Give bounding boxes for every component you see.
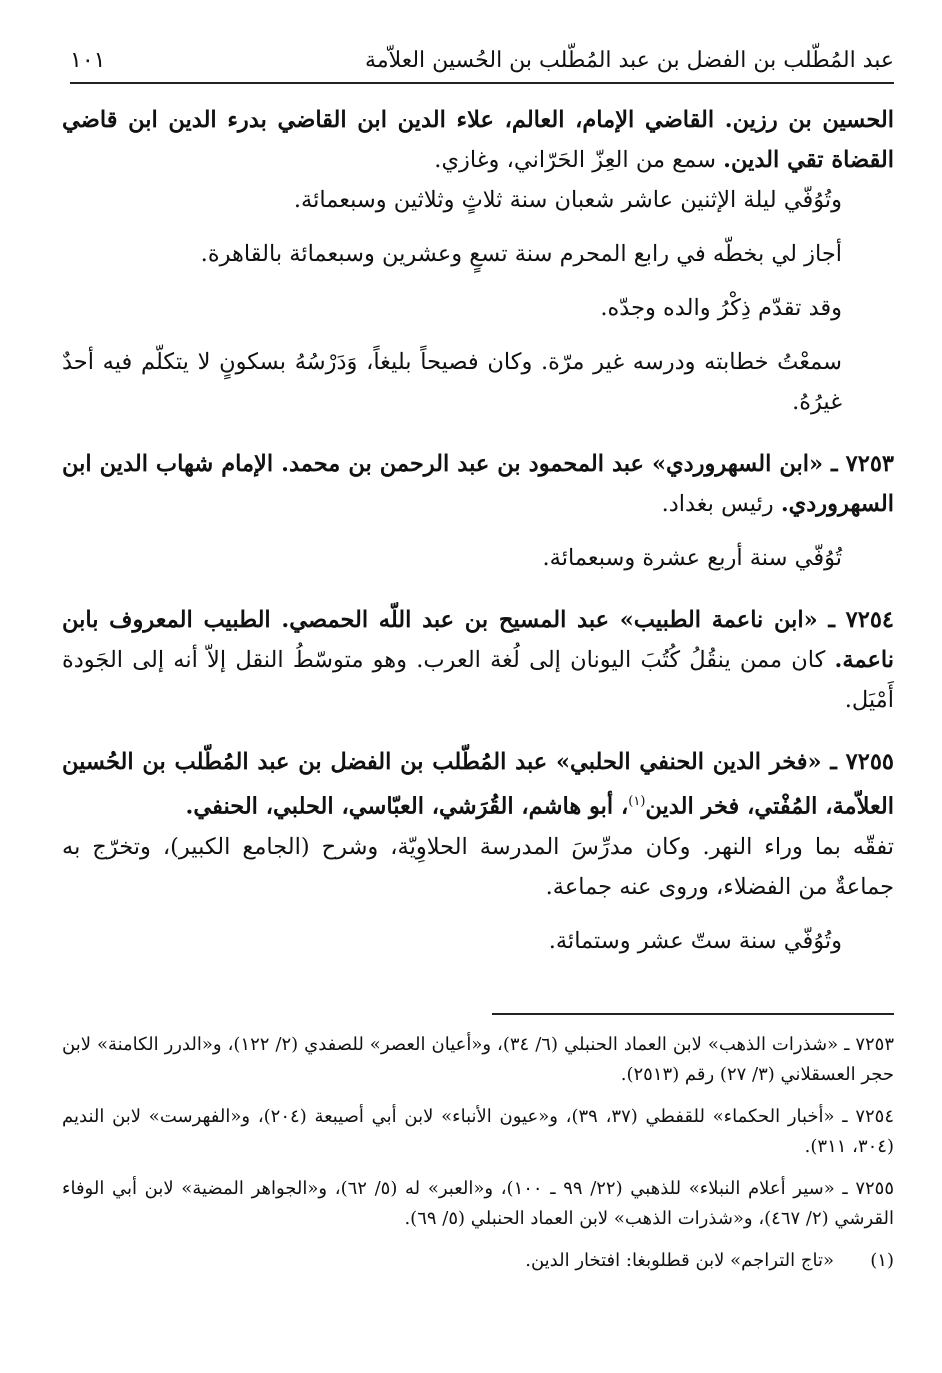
- author-remark: سمعْتُ خطابته ودرسه غير مرّة. وكان فصيحاً بليغاً، وَدَرْسُهُ بسكونٍ لا يتكلّم فيه أحدٌ غيرُهُ.: [62, 349, 842, 415]
- footnote-1-mark: (١): [870, 1250, 894, 1271]
- entry-7253: [62, 444, 894, 524]
- footnote-1: [62, 1246, 894, 1276]
- entry-7255-heading-cont: ، أبو هاشم، القُرَشي، العبّاسي، الحلبي، الحنفي.: [185, 793, 629, 820]
- footnotes: [62, 1030, 894, 1288]
- entry-7253-heading: ٧٢٥٣ ـ «ابن السهروردي» عبد المحمود بن عبد الرحمن بن محمد. الإمام شهاب الدين ابن السهروردي.: [62, 451, 894, 517]
- entry-7255-heading: ٧٢٥٥ ـ «فخر الدين الحنفي الحلبي» عبد المُطّلب بن الفضل بن عبد المُطّلب بن الحُسين العلاّمة، المُفْتي، فخر الدين: [62, 749, 894, 820]
- entry-7255-death: وتُوُفّي سنة ستّ عشر وستمائة.: [548, 927, 842, 954]
- footnote-divider: [492, 1013, 894, 1015]
- entry-7255: [62, 742, 894, 827]
- reference-note: وقد تقدّم ذِكْرُ والده وجدّه.: [600, 295, 842, 321]
- entry-7254: [62, 600, 894, 720]
- death-note: وتُوُفّي ليلة الإثنين عاشر شعبان سنة ثلاثٍ وثلاثين وسبعمائة.: [293, 187, 842, 213]
- entry-7253-death: تُوُفّي سنة أربع عشرة وسبعمائة.: [542, 545, 842, 571]
- running-title: عبد المُطّلب بن الفضل بن عبد المُطّلب بن الحُسين العلاّمة: [365, 47, 894, 73]
- entry-7253-text: رئيس بغداد.: [661, 491, 781, 517]
- source-note-7254: ٧٢٥٤ ـ «أخبار الحكماء» للقفطي (٣٧، ٣٩)، و«عيون الأنباء» لابن أبي أصيبعة (٢٠٤)، و«الفهرست» لابن النديم (٣٠٤، ٣١١).: [62, 1106, 894, 1157]
- entry-7255-text: تفقّه بما وراء النهر. وكان مدرِّسَ المدرسة الحلاوِيّة، وشرح (الجامع الكبير)، وتخرّج به جماعةٌ من الفضلاء، وروى عنه جماعة.: [62, 833, 894, 900]
- source-note-7253: ٧٢٥٣ ـ «شذرات الذهب» لابن العماد الحنبلي (٦/ ٣٤)، و«أعيان العصر» للصفدي (٢/ ١٢٢)، و«الدرر الكامنة» لابن حجر العسقلاني (٣/ ٢٧) رقم (٢٥١٣).: [62, 1034, 894, 1085]
- entry-heading-bold: الحسين بن رزين. القاضي الإمام، العالم، علاء الدين ابن القاضي بدرء الدين ابن قاضي القضاة تقي الدين.: [62, 107, 894, 173]
- paragraph-continued-entry: [62, 100, 894, 180]
- main-text: [62, 100, 894, 961]
- entry-text: سمع من العِزّ الحَرّاني، وغازي.: [434, 147, 724, 173]
- entry-7254-text: كان ممن ينقُلُ كُتُبَ اليونان إلى لُغة العرب. وهو متوسّطُ النقل إلاّ أنه إلى الجَودة أَمْيَل.: [62, 647, 894, 713]
- footnote-marker: (١): [628, 794, 646, 809]
- page-number: ١٠١: [70, 47, 106, 73]
- source-note-7255: ٧٢٥٥ ـ «سير أعلام النبلاء» للذهبي (٢٢/ ٩٩ ـ ١٠٠)، و«العبر» له (٥/ ٦٢)، و«الجواهر المضية» لابن أبي الوفاء القرشي (٢/ ٤٦٧)، و«شذرات الذهب» لابن العماد الحنبلي (٥/ ٦٩).: [62, 1178, 895, 1229]
- footnote-1-text: «تاج التراجم» لابن قطلوبغا: افتخار الدين.: [525, 1250, 834, 1271]
- page-header: [70, 38, 894, 84]
- entry-7254-heading: ٧٢٥٤ ـ «ابن ناعمة الطبيب» عبد المسيح بن عبد اللّه الحمصي. الطبيب المعروف بابن ناعمة.: [62, 607, 894, 673]
- ijaza-note: أجاز لي بخطّه في رابع المحرم سنة تسعٍ وعشرين وسبعمائة بالقاهرة.: [200, 241, 842, 267]
